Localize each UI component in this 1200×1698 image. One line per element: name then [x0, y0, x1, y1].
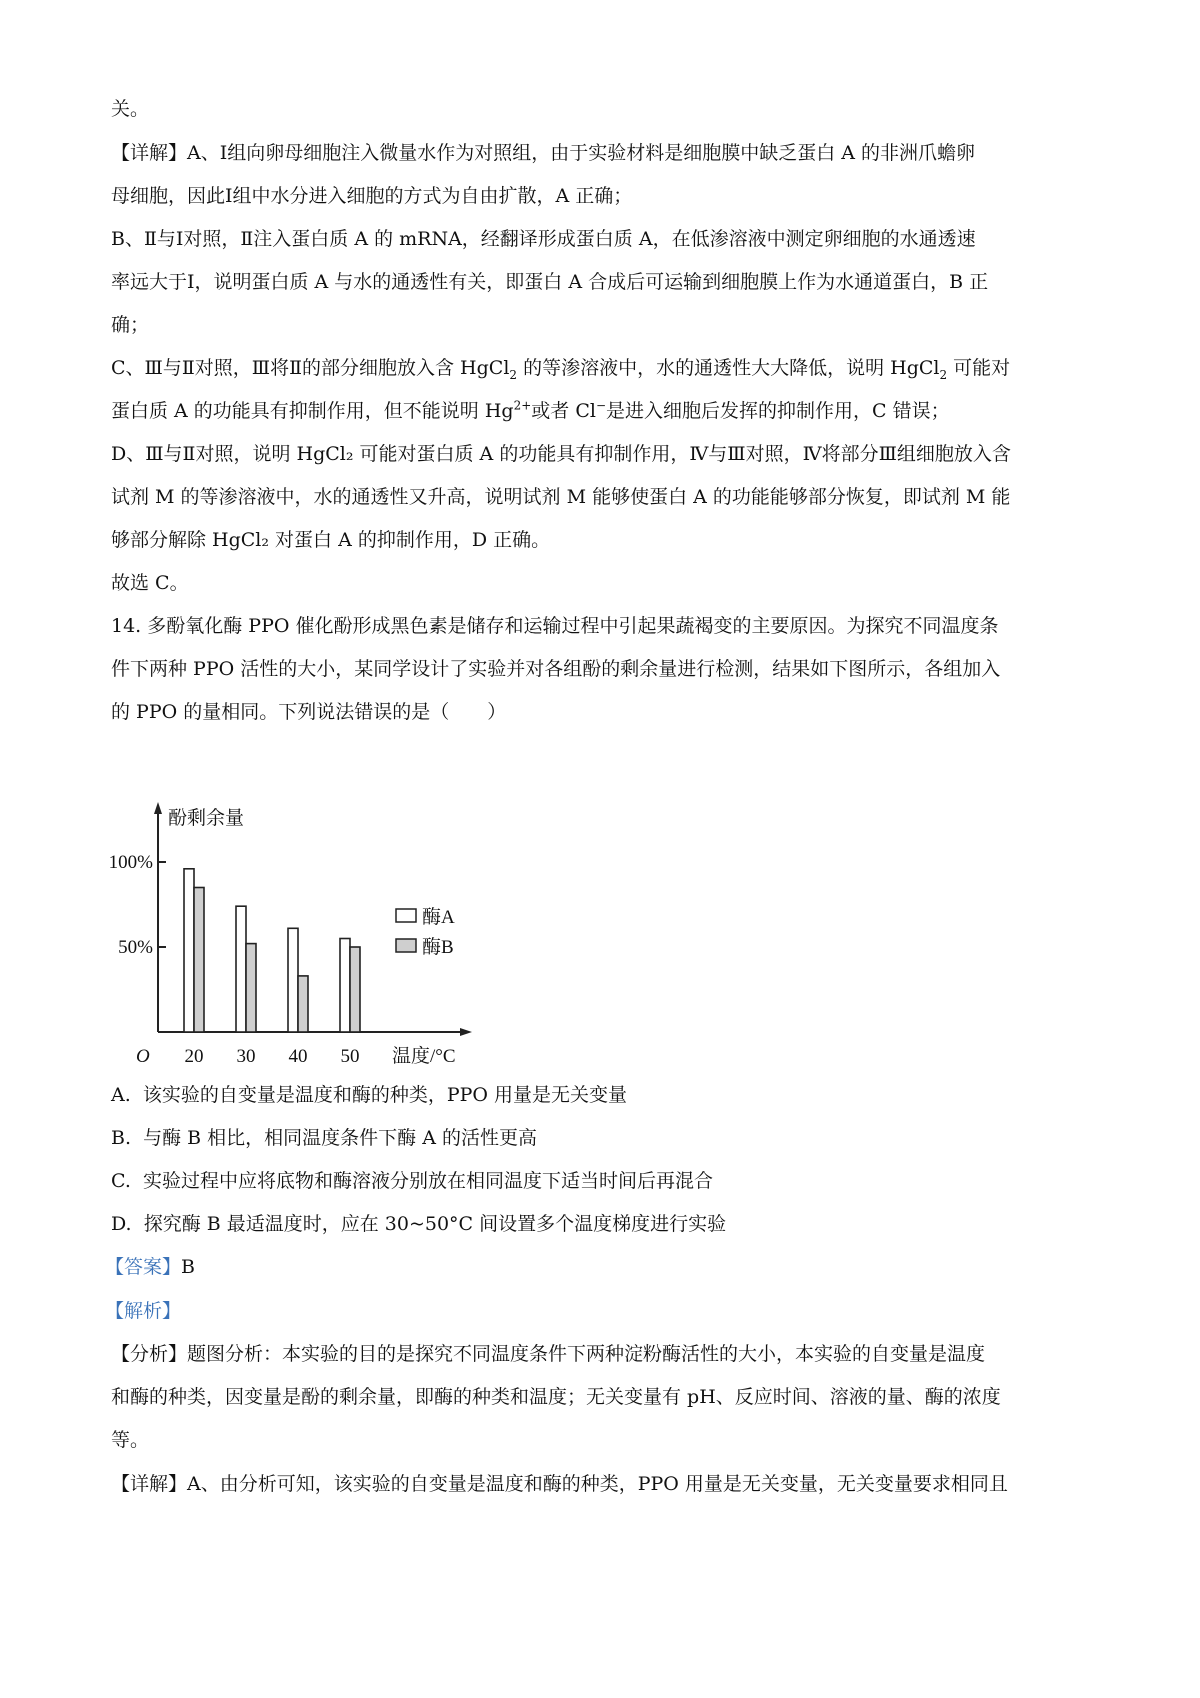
legend-swatch [396, 909, 416, 922]
subscript: 2 [939, 367, 948, 382]
analysis-label: 【解析】 [105, 1300, 182, 1322]
option-d [111, 1212, 1101, 1236]
bar-酶B-30 [246, 944, 256, 1032]
y-tick-label: 100% [108, 852, 153, 873]
text: 或者 Cl [531, 400, 596, 422]
analysis-line: 等。 [111, 1429, 150, 1451]
answer-value: B [181, 1256, 195, 1278]
text: 蛋白质 A 的功能具有抑制作用，但不能说明 Hg [111, 400, 514, 422]
analysis-line: 【详解】A、由分析可知，该实验的自变量是温度和酶的种类，PPO 用量是无关变量，无关变量要求相同且 [111, 1473, 1008, 1495]
option-b [111, 1126, 1101, 1150]
option-c [111, 1169, 1101, 1193]
bar-chart [96, 800, 496, 1070]
bar-酶A-30 [236, 906, 246, 1032]
x-tick-label: 40 [288, 1046, 308, 1067]
origin-label: O [136, 1046, 150, 1067]
legend-label: 酶B [422, 937, 454, 958]
x-tick-label: 30 [236, 1046, 256, 1067]
text-line: 够部分解除 HgCl₂ 对蛋白 A 的抑制作用，D 正确。 [111, 529, 551, 551]
text-line: 【详解】A、Ⅰ组向卵母细胞注入微量水作为对照组，由于实验材料是细胞膜中缺乏蛋白 A 的非洲爪蟾卵 [111, 142, 976, 164]
x-axis-label: 温度/°C [392, 1046, 456, 1067]
option-a [111, 1083, 1101, 1107]
question-text: 14. 多酚氧化酶 PPO 催化酚形成黑色素是储存和运输过程中引起果蔬褐变的主要原因。为探究不同温度条 [111, 615, 999, 637]
option-label: B. [111, 1127, 132, 1149]
text-line: 故选 C。 [111, 572, 189, 594]
option-text: 与酶 B 相比，相同温度条件下酶 A 的活性更高 [143, 1127, 537, 1149]
y-axis-label: 酚剩余量 [168, 808, 245, 829]
y-tick-label: 50% [118, 937, 153, 958]
text-line: 母细胞，因此Ⅰ组中水分进入细胞的方式为自由扩散，A 正确； [111, 185, 633, 207]
option-text: 该实验的自变量是温度和酶的种类，PPO 用量是无关变量 [142, 1084, 628, 1106]
text-line: D、Ⅲ与Ⅱ对照，说明 HgCl₂ 可能对蛋白质 A 的功能具有抑制作用，Ⅳ与Ⅲ对照，Ⅳ将部分Ⅲ组细胞放入含 [111, 443, 1011, 465]
answer-line [105, 1255, 1095, 1279]
text: 是进入细胞后发挥的抑制作用，C 错误； [606, 400, 950, 422]
analysis-line: 【分析】题图分析：本实验的目的是探究不同温度条件下两种淀粉酶活性的大小，本实验的自变量是温度 [111, 1343, 986, 1365]
y-axis-arrow-icon [154, 802, 162, 814]
analysis-line: 和酶的种类，因变量是酚的剩余量，即酶的种类和温度；无关变量有 pH、反应时间、溶液的量、酶的浓度 [111, 1386, 1001, 1408]
x-axis-arrow-icon [460, 1028, 472, 1036]
legend-label: 酶A [422, 907, 455, 928]
bar-酶A-50 [340, 939, 350, 1033]
option-label: C. [111, 1170, 131, 1192]
bar-酶B-20 [194, 888, 204, 1033]
bar-酶B-50 [350, 947, 360, 1032]
text-line: 关。 [111, 98, 150, 120]
text-line: B、Ⅱ与Ⅰ对照，Ⅱ注入蛋白质 A 的 mRNA，经翻译形成蛋白质 A，在低渗溶液中测定卵细胞的水通透速 [111, 228, 976, 250]
answer-label: 【答案】 [105, 1256, 182, 1278]
x-tick-label: 20 [184, 1046, 204, 1067]
legend-swatch [396, 939, 416, 952]
option-text: 探究酶 B 最适温度时，应在 30~50°C 间设置多个温度梯度进行实验 [143, 1213, 727, 1235]
superscript: − [595, 398, 606, 413]
text-line: 确； [111, 314, 150, 336]
subscript: 2 [509, 367, 518, 382]
text: 可能对 [947, 357, 1011, 379]
text: 的等渗溶液中，水的通透性大大降低，说明 HgCl [517, 357, 940, 379]
bar-酶A-20 [184, 869, 194, 1032]
text-line-c1 [111, 356, 1101, 380]
bar-酶A-40 [288, 928, 298, 1032]
question-text: 的 PPO 的量相同。下列说法错误的是（ ） [111, 701, 507, 723]
option-text: 实验过程中应将底物和酶溶液分别放在相同温度下适当时间后再混合 [143, 1170, 714, 1192]
text: C、Ⅲ与Ⅱ对照，Ⅲ将Ⅱ的部分细胞放入含 HgCl [111, 357, 510, 379]
text-line: 试剂 M 的等渗溶液中，水的通透性又升高，说明试剂 M 能够使蛋白 A 的功能能够部分恢复，即试剂 M 能 [111, 486, 1011, 508]
question-text: 件下两种 PPO 活性的大小，某同学设计了实验并对各组酚的剩余量进行检测，结果如下图所示，各组加入 [111, 658, 1001, 680]
x-tick-label: 50 [340, 1046, 360, 1067]
superscript: 2+ [513, 398, 532, 413]
option-label: A. [111, 1084, 131, 1106]
text-line: 率远大于Ⅰ，说明蛋白质 A 与水的通透性有关，即蛋白 A 合成后可运输到细胞膜上作为水通道蛋白，B 正 [111, 271, 989, 293]
text-line-c2 [111, 399, 1101, 423]
option-label: D. [111, 1213, 132, 1235]
bar-酶B-40 [298, 976, 308, 1032]
